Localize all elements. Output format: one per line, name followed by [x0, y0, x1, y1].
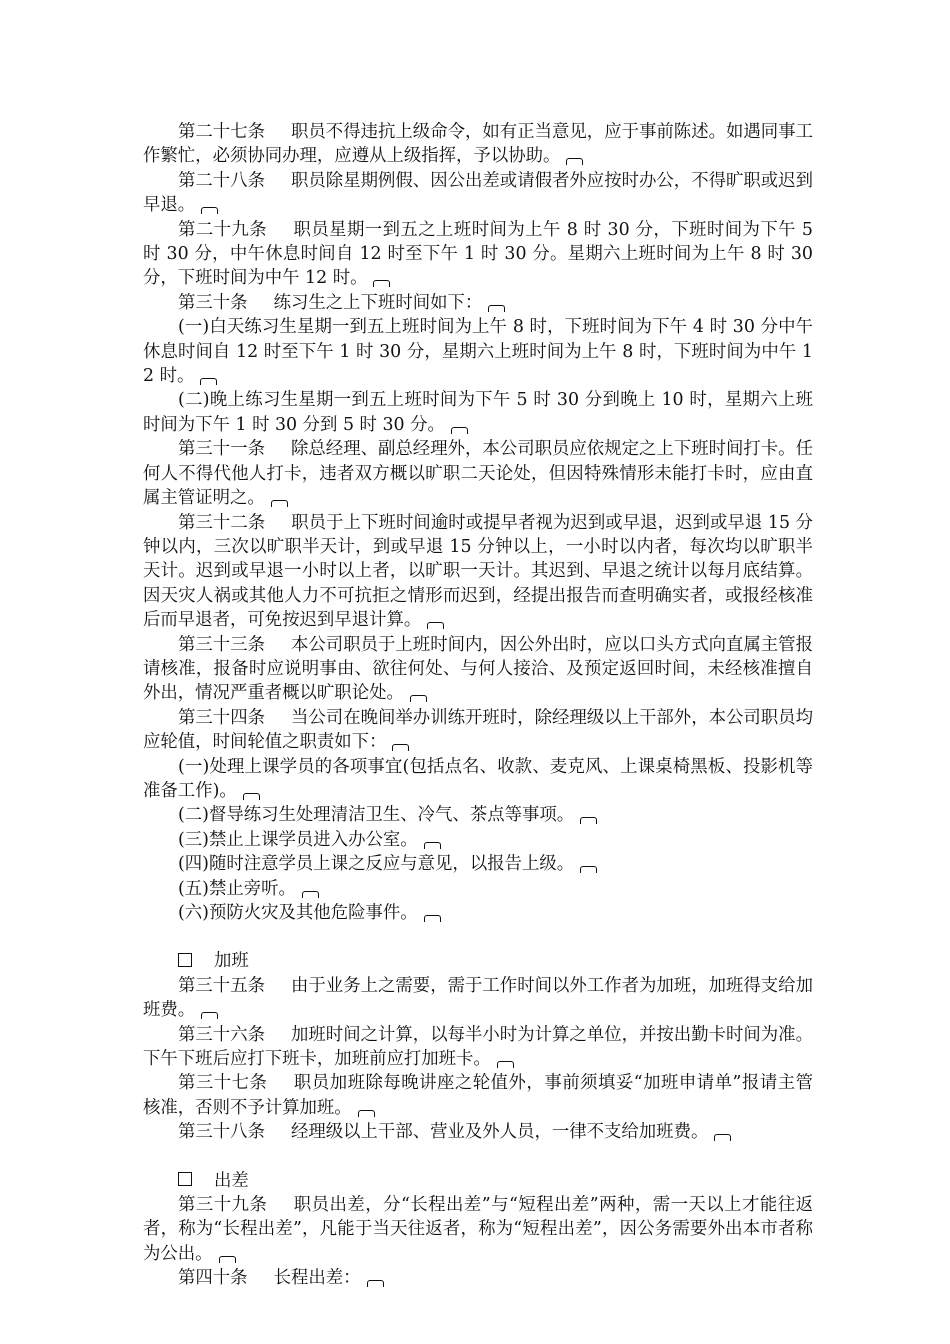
item-text: (一)处理上课学员的各项事宜(包括点名、收款、麦克风、上课桌椅黑板、投影机等准备工作)。: [143, 756, 813, 801]
article-text: 由于业务上之需要，需于工作时间以外工作者为加班，加班得支给加班费。: [143, 975, 813, 1021]
article-34-item-2: [143, 803, 813, 827]
article-text: 长程出差：: [273, 1268, 361, 1289]
paragraph-mark-icon: [714, 1134, 731, 1141]
article-34-item-4: [143, 852, 813, 876]
article-29: [143, 218, 813, 291]
paragraph-mark-icon: [271, 500, 288, 507]
article-text: 本公司职员于上班时间内，因公外出时，应以口头方式向直属主管报请核准，报备时应说明事由、欲往何处、与何人接洽、及预定返回时间，未经核准擅自外出，情况严重者概以旷职论处。: [143, 634, 813, 704]
article-39: [143, 1193, 813, 1266]
article-40: [143, 1266, 813, 1290]
article-30-item-1: [143, 315, 813, 388]
document-page: [143, 120, 813, 1291]
paragraph-mark-icon: [488, 305, 505, 312]
article-number: 第三十五条: [178, 975, 265, 996]
article-number: 第三十一条: [178, 439, 265, 460]
paragraph-mark-icon: [219, 1256, 236, 1263]
paragraph-mark-icon: [424, 842, 441, 849]
travel-section: [143, 1169, 813, 1291]
article-text: 职员加班除每晚讲座之轮值外，事前须填妥“加班申请单”报请主管核准，否则不予计算加班。: [143, 1073, 813, 1118]
paragraph-mark-icon: [497, 1061, 514, 1068]
article-34: [143, 706, 813, 755]
article-number: 第三十条: [178, 292, 248, 313]
article-text: 经理级以上干部、营业及外人员，一律不支给加班费。: [290, 1122, 709, 1143]
article-34-item-5: [143, 877, 813, 901]
article-number: 第二十九条: [178, 219, 268, 240]
section-title: 出差: [214, 1170, 249, 1191]
article-number: 第三十八条: [178, 1122, 265, 1143]
article-text: 职员出差，分“长程出差”与“短程出差”两种，需一天以上才能往返者，称为“长程出差”，凡能于当天往返者，称为“短程出差”，因公务需要外出本市者称为公出。: [143, 1195, 813, 1264]
article-35: [143, 974, 813, 1023]
paragraph-mark-icon: [243, 793, 260, 800]
article-number: 第三十二条: [178, 512, 266, 533]
paragraph-mark-icon: [373, 280, 390, 287]
item-text: (二)督导练习生处理清洁卫生、冷气、茶点等事项。: [178, 805, 575, 826]
paragraph-mark-icon: [200, 378, 217, 385]
paragraph-mark-icon: [358, 1110, 375, 1117]
paragraph-mark-icon: [580, 817, 597, 824]
paragraph-mark-icon: [424, 915, 441, 922]
item-text: (六)预防火灾及其他危险事件。: [178, 903, 418, 923]
section-title: 加班: [214, 951, 249, 972]
article-text: 职员于上下班时间逾时或提早者视为迟到或早退，迟到或早退 15 分钟以内，三次以旷职半天计，到或早退 15 分钟以上，一小时以内者，每次均以旷职半天计。迟到或早退一小时以上者，以旷职一天计。其迟到、早退之统计以每月底结算。因天灾人祸或其他人力不可抗拒之情形而迟到，经提出报告而查明确实者，或报经核准后而早退者，可免按迟到早退计算。: [143, 512, 813, 631]
article-number: 第三十三条: [178, 634, 265, 655]
paragraph-mark-icon: [566, 158, 583, 165]
article-38: [143, 1120, 813, 1144]
article-number: 第三十九条: [178, 1195, 268, 1216]
article-number: 第三十四条: [178, 707, 265, 728]
article-37: [143, 1071, 813, 1120]
article-number: 第三十七条: [178, 1073, 268, 1094]
checkbox-square-icon: [178, 1172, 192, 1186]
article-27: [143, 120, 813, 169]
article-28: [143, 169, 813, 218]
article-36: [143, 1023, 813, 1072]
article-34-item-1: [143, 755, 813, 804]
rules-block: [143, 120, 813, 925]
article-text: 职员星期一到五之上班时间为上午 8 时 30 分，下班时间为下午 5 时 30 分，中午休息时间自 12 时至下午 1 时 30 分。星期六上班时间为上午 8 时 30 分，下班时间为中午 12 时。: [143, 219, 813, 289]
item-text: (五)禁止旁听。: [178, 878, 296, 899]
article-number: 第三十六条: [178, 1024, 265, 1045]
article-number: 第二十七条: [178, 122, 265, 142]
article-text: 练习生之上下班时间如下：: [273, 292, 483, 313]
section-heading-travel: [143, 1169, 813, 1193]
item-text: (三)禁止上课学员进入办公室。: [178, 829, 418, 850]
article-text: 除总经理、副总经理外，本公司职员应依规定之上下班时间打卡。任何人不得代他人打卡，违者双方概以旷职二天论处，但因特殊情形未能打卡时，应由直属主管证明之。: [143, 439, 813, 509]
article-text: 加班时间之计算，以每半小时为计算之单位，并按出勤卡时间为准。下午下班后应打下班卡，加班前应打加班卡。: [143, 1024, 813, 1070]
article-text: 职员不得违抗上级命令，如有正当意见，应于事前陈述。如遇同事工作繁忙，必须协同办理，应遵从上级指挥，予以协助。: [143, 122, 813, 167]
article-text: 当公司在晚间举办训练开班时，除经理级以上干部外，本公司职员均应轮值，时间轮值之职责如下：: [143, 707, 813, 753]
article-30: [143, 291, 813, 315]
paragraph-mark-icon: [302, 891, 319, 898]
article-number: 第二十八条: [178, 170, 265, 191]
paragraph-mark-icon: [201, 207, 218, 214]
article-33: [143, 633, 813, 706]
paragraph-mark-icon: [410, 695, 427, 702]
paragraph-mark-icon: [451, 427, 468, 434]
article-34-item-3: [143, 828, 813, 852]
paragraph-mark-icon: [392, 744, 409, 751]
article-text: 职员除星期例假、因公出差或请假者外应按时办公，不得旷职或迟到早退。: [143, 170, 813, 216]
article-number: 第四十条: [178, 1268, 248, 1289]
checkbox-square-icon: [178, 953, 192, 967]
article-34-item-6: [143, 901, 813, 925]
article-30-item-2: [143, 388, 813, 437]
paragraph-mark-icon: [580, 866, 597, 873]
article-31: [143, 437, 813, 510]
item-text: (一)白天练习生星期一到五上班时间为上午 8 时，下班时间为下午 4 时 30 分中午休息时间自 12 时至下午 1 时 30 分，星期六上班时间为上午 8 时，下班时间为中午 12 时。: [143, 317, 813, 387]
paragraph-mark-icon: [427, 622, 444, 629]
section-heading-overtime: [143, 949, 813, 973]
item-text: (二)晚上练习生星期一到五上班时间为下午 5 时 30 分到晚上 10 时，星期六上班时间为下午 1 时 30 分到 5 时 30 分。: [143, 390, 813, 435]
article-32: [143, 511, 813, 633]
paragraph-mark-icon: [201, 1012, 218, 1019]
paragraph-mark-icon: [367, 1280, 384, 1287]
overtime-section: [143, 949, 813, 1144]
item-text: (四)随时注意学员上课之反应与意见，以报告上级。: [178, 854, 575, 875]
